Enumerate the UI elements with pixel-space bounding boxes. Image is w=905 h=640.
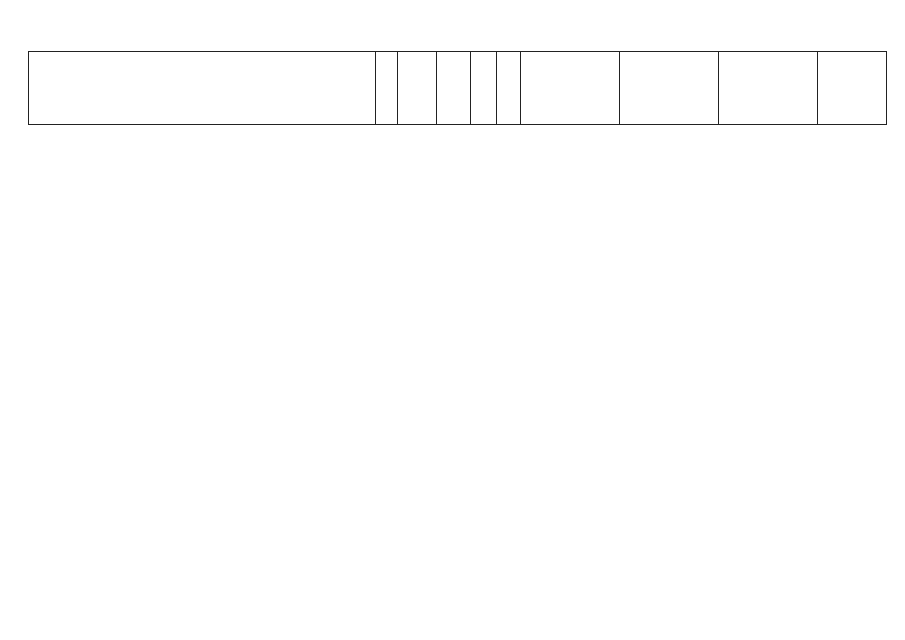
header-cash: [719, 52, 818, 125]
table-header-row: [29, 52, 887, 125]
header-percent: [818, 52, 887, 125]
header-ppgp: [398, 52, 437, 125]
header-vr: [497, 52, 521, 125]
header-np: [471, 52, 497, 125]
header-grbs: [437, 52, 471, 125]
header-approved: [521, 52, 620, 125]
header-name: [29, 52, 376, 125]
budget-execution-table: [28, 51, 887, 125]
header-refined: [620, 52, 719, 125]
header-gp: [376, 52, 398, 125]
